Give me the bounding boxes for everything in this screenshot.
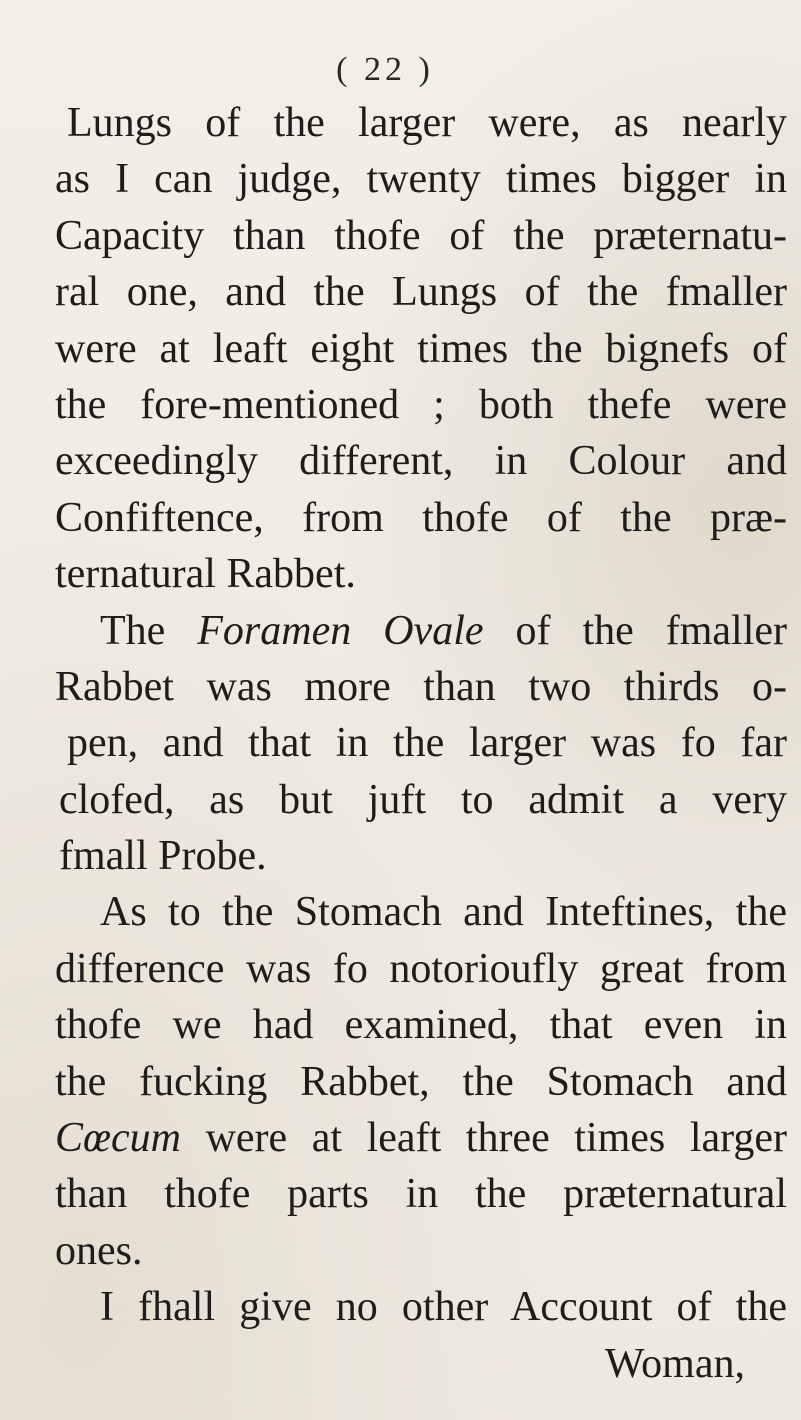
text-line: difference was fo notorioufly great from (55, 945, 787, 992)
page-body-text (55, 95, 787, 1392)
text-line: the fucking Rabbet, the Stomach and (55, 1058, 787, 1105)
italic-term: Foramen Ovale (197, 607, 484, 654)
text-line: exceedingly different, in Colour and (55, 438, 787, 485)
text-line: ones. (55, 1227, 143, 1274)
catchword: Woman, (604, 1340, 745, 1387)
text-line: Capacity than thofe of the præternatu- (55, 212, 787, 259)
text-line: as I can judge, twenty times bigger in (55, 156, 787, 203)
text-fragment: of the fmaller (483, 607, 788, 654)
page-number: ( 22 ) (336, 51, 434, 88)
text-line: ternatural Rabbet. (55, 551, 356, 598)
text-line: Rabbet was more than two thirds o- (55, 663, 787, 710)
text-line: ral one, and the Lungs of the fmaller (55, 269, 787, 316)
text-line: the fore-mentioned ; both thefe were (55, 381, 787, 428)
text-line: Lungs of the larger were, as nearly (67, 100, 787, 146)
text-line: were at leaft eight times the bignefs of (55, 325, 787, 372)
text-fragment: were at leaft three times larger (181, 1115, 787, 1162)
text-line (55, 1110, 787, 1166)
text-line (55, 603, 787, 659)
text-line: pen, and that in the larger was fo far (67, 720, 787, 767)
text-line: Confiftence, from thofe of the præ- (55, 494, 787, 541)
text-line: than thofe parts in the præternatural (55, 1171, 787, 1218)
text-line: As to the Stomach and Inteftines, the (100, 889, 787, 936)
text-line: clofed, as but juft to admit a very (59, 776, 787, 823)
text-line: I fhall give no other Account of the (100, 1284, 787, 1331)
text-line: thofe we had examined, that even in (55, 1002, 787, 1049)
italic-term: Cœcum (55, 1115, 181, 1162)
text-line: fmall Probe. (59, 833, 267, 880)
text-fragment: The (100, 607, 198, 654)
